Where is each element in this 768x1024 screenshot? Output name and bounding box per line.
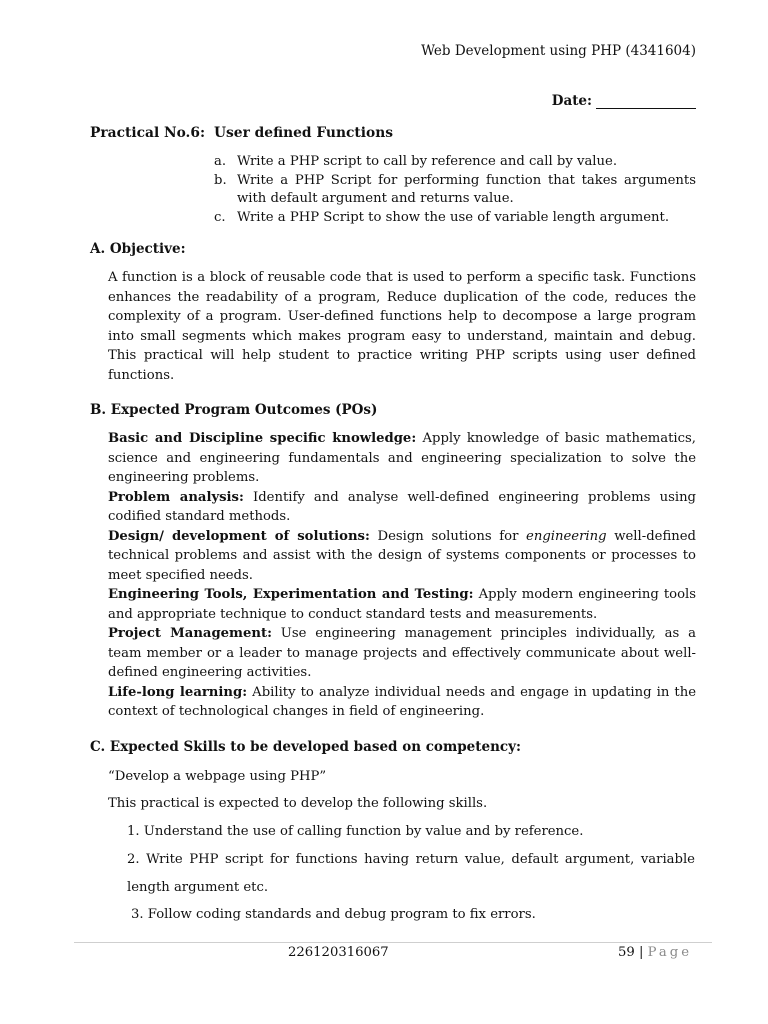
practical-name: User defined Functions — [214, 125, 393, 141]
task-list — [214, 153, 696, 227]
outcome-term: Design/ development of solutions: — [108, 528, 370, 544]
outcome-item — [108, 585, 696, 624]
skills-intro: This practical is expected to develop the following skills. — [108, 796, 488, 811]
task-text: Write a PHP Script for performing function that takes arguments with default argument and returns value. — [237, 172, 696, 206]
skill-item: 3. Follow coding standards and debug program to fix errors. — [131, 907, 536, 922]
footer-divider — [74, 942, 712, 943]
task-label: a. — [214, 154, 227, 169]
task-label: c. — [214, 209, 226, 225]
task-item — [214, 209, 696, 228]
skill-item: 2. Write PHP script for functions having return value, default argument, variable length argument etc. — [127, 852, 695, 895]
objective-text: A function is a block of reusable code that is used to perform a specific task. Functions enhances the readability of a program, Reduce duplication of the code, reduces the complexity of a program. User-defined functions help to decompose a large program into small segments which makes program easy to understand, maintain and debug. This practical will help student to practice writing PHP scripts using user defined functions. — [108, 270, 696, 383]
outcome-text: Apply knowledge of basic mathematics, science and engineering fundamentals and engineering specialization to solve the engineering problems. — [108, 431, 697, 485]
date-label: Date: — [551, 93, 592, 109]
outcome-term: Basic and Discipline specific knowledge: — [108, 431, 417, 446]
task-text: Write a PHP Script to show the use of variable length argument. — [237, 209, 670, 225]
outcomes-list — [108, 429, 696, 722]
outcome-term: Engineering Tools, Experimentation and Testing: — [108, 587, 474, 602]
outcome-text-pre: Design solutions for — [369, 528, 527, 544]
running-header: Web Development using PHP (4341604) — [421, 43, 696, 59]
task-item — [214, 153, 696, 172]
skill-item: 1. Understand the use of calling function by value and by reference. — [127, 824, 584, 839]
task-text: Write a PHP script to call by reference and call by value. — [237, 154, 618, 169]
outcome-text-post: well-defined technical problems and assist with the design of systems components or processes to meet specified needs. — [108, 528, 696, 583]
footer-enrollment: 226120316067 — [288, 945, 389, 960]
outcome-text: Ability to analyze individual needs and engage in updating in the context of technological changes in field of engineering. — [108, 684, 696, 719]
outcome-item — [108, 488, 696, 527]
outcome-term: Life-long learning: — [108, 684, 248, 700]
page-number: 59 — [617, 945, 635, 960]
outcome-item — [108, 624, 696, 683]
date-field — [552, 93, 696, 109]
outcome-item — [108, 527, 696, 586]
outcome-text: Apply modern engineering tools and appropriate technique to conduct standard tests and measurements. — [108, 587, 696, 622]
outcome-term: Project Management: — [108, 626, 272, 641]
practical-title — [90, 125, 393, 141]
outcome-term: Problem analysis: — [108, 489, 244, 505]
outcome-text: Use engineering management principles individually, as a team member or a leader to manage projects and effectively communicate about well-defined engineering activities. — [108, 626, 696, 680]
skills-quote: “Develop a webpage using PHP” — [108, 769, 327, 784]
task-label: b. — [214, 172, 227, 188]
task-item — [214, 172, 696, 209]
outcome-text: Identify and analyse well-defined engineering problems using codified standard methods. — [108, 489, 697, 524]
date-blank-line[interactable] — [596, 96, 696, 109]
page-label: Page — [647, 945, 692, 960]
practical-number: Practical No.6: — [90, 125, 206, 141]
skills-heading: C. Expected Skills to be developed based on competency: — [90, 739, 521, 755]
page-separator: | — [638, 945, 644, 960]
outcomes-heading: B. Expected Program Outcomes (POs) — [90, 402, 378, 418]
footer-page — [618, 945, 692, 960]
outcome-item — [108, 429, 696, 488]
objective-heading: A. Objective: — [90, 241, 186, 257]
outcome-item — [108, 683, 696, 722]
outcome-text-emphasis: engineering — [526, 528, 607, 544]
